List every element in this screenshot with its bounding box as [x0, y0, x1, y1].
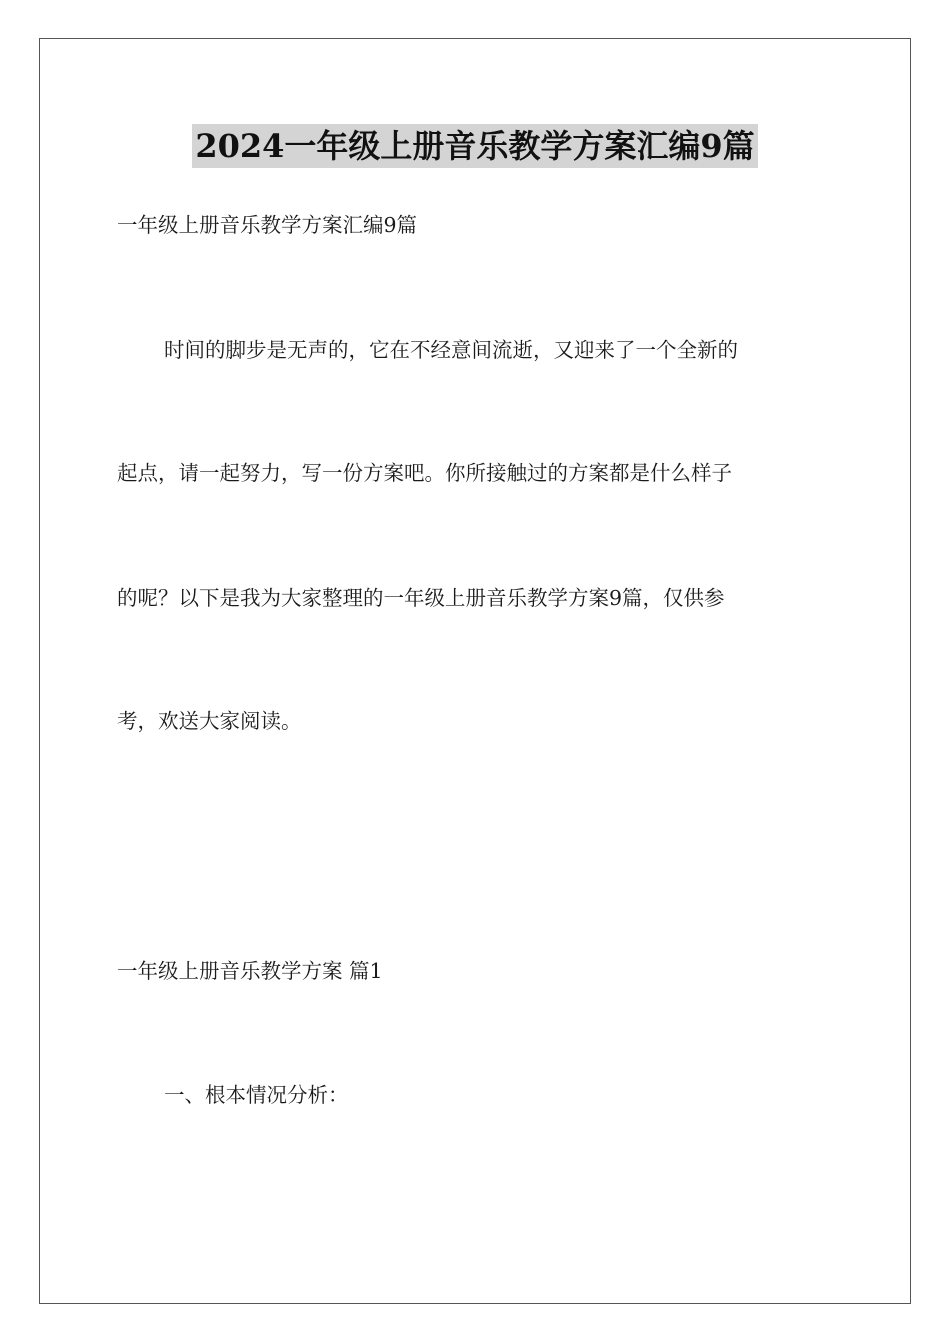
intro-line-2: 起点，请一起努力，写一份方案吧。你所接触过的方案都是什么样子 [117, 461, 732, 485]
section-heading: 一年级上册音乐教学方案 篇1 [117, 959, 383, 983]
title-container [0, 124, 950, 168]
document-title: 2024一年级上册音乐教学方案汇编9篇 [192, 124, 757, 168]
intro-line-3: 的呢？以下是我为大家整理的一年级上册音乐教学方案9篇，仅供参 [117, 586, 725, 610]
intro-line-4: 考，欢送大家阅读。 [117, 709, 302, 733]
document-subtitle: 一年级上册音乐教学方案汇编9篇 [117, 213, 418, 237]
intro-line-1: 时间的脚步是无声的，它在不经意间流逝，又迎来了一个全新的 [164, 338, 738, 362]
section-item: 一、根本情况分析： [164, 1083, 349, 1107]
